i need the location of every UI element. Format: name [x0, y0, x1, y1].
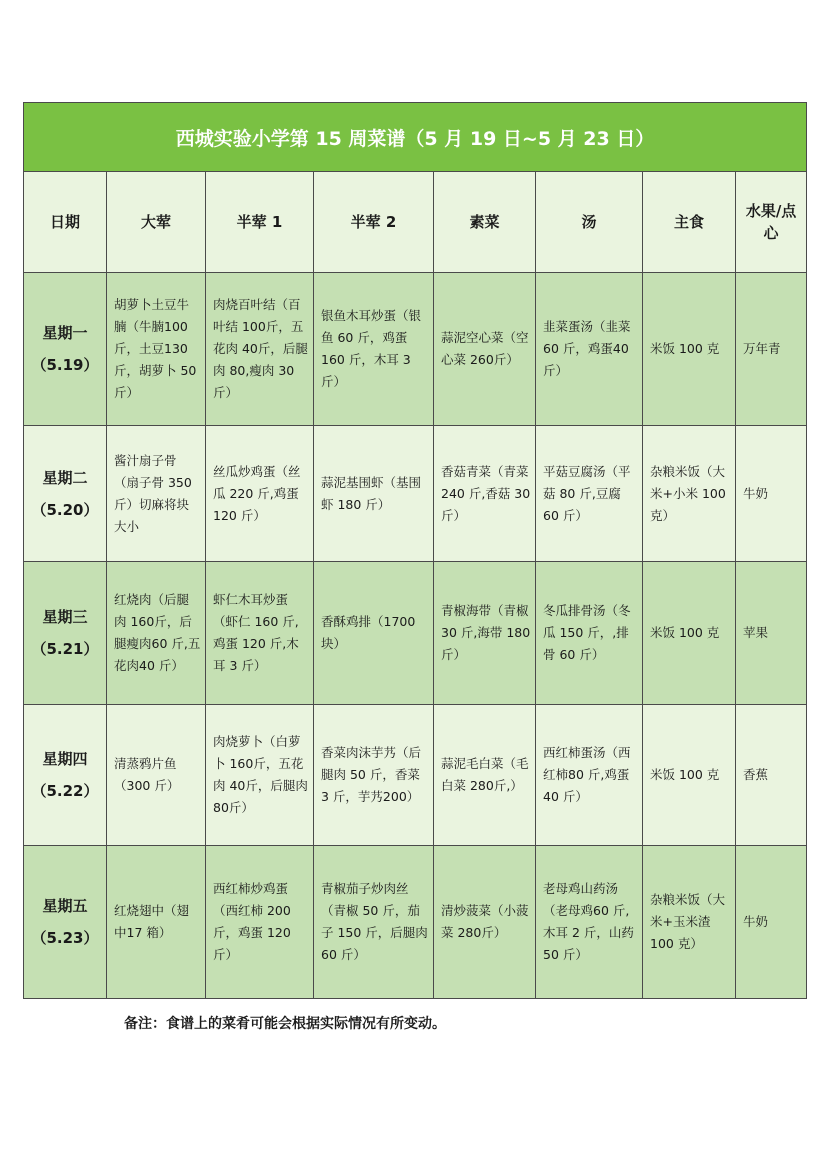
soup-cell: 平菇豆腐汤（平菇 80 斤,豆腐 60 斤） — [536, 426, 643, 562]
header-row — [24, 172, 807, 273]
staple-cell: 米饭 100 克 — [643, 562, 736, 705]
header-main-meat: 大荤 — [107, 172, 206, 273]
table-row — [24, 846, 807, 999]
staple-cell: 杂粮米饭（大米+玉米渣 100 克） — [643, 846, 736, 999]
half-meat-1-cell: 肉烧百叶结（百叶结 100斤，五花肉 40斤，后腿肉 80,瘦肉 30 斤） — [206, 273, 314, 426]
main-meat-cell: 胡萝卜土豆牛腩（牛腩100 斤，土豆130 斤，胡萝卜 50 斤） — [107, 273, 206, 426]
header-soup: 汤 — [536, 172, 643, 273]
vegetable-cell: 蒜泥空心菜（空心菜 260斤） — [434, 273, 536, 426]
half-meat-2-cell: 香菜肉沫芋艿（后腿肉 50 斤，香菜 3 斤，芋艿200） — [314, 705, 434, 846]
fruit-cell: 牛奶 — [736, 846, 807, 999]
table-row — [24, 273, 807, 426]
menu-table — [23, 102, 807, 999]
vegetable-cell: 香菇青菜（青菜 240 斤,香菇 30 斤） — [434, 426, 536, 562]
main-meat-cell: 酱汁扇子骨（扇子骨 350斤）切麻将块大小 — [107, 426, 206, 562]
soup-cell: 韭菜蛋汤（韭菜 60 斤，鸡蛋40 斤） — [536, 273, 643, 426]
date-label: （5.21） — [31, 640, 99, 658]
fruit-cell: 香蕉 — [736, 705, 807, 846]
vegetable-cell: 清炒菠菜（小菠菜 280斤） — [434, 846, 536, 999]
day-label: 星期五 — [42, 897, 88, 915]
main-meat-cell: 清蒸鸦片鱼（300 斤） — [107, 705, 206, 846]
half-meat-2-cell: 蒜泥基围虾（基围虾 180 斤） — [314, 426, 434, 562]
header-date: 日期 — [24, 172, 107, 273]
header-half-meat-2: 半荤 2 — [314, 172, 434, 273]
date-label: （5.20） — [31, 500, 99, 519]
header-fruit: 水果/点心 — [736, 172, 807, 273]
header-vegetable: 素菜 — [434, 172, 536, 273]
half-meat-2-cell: 青椒茄子炒肉丝（青椒 50 斤，茄子 150 斤，后腿肉 60 斤） — [314, 846, 434, 999]
soup-cell: 冬瓜排骨汤（冬瓜 150 斤，,排骨 60 斤） — [536, 562, 643, 705]
footnote: 备注：食谱上的菜肴可能会根据实际情况有所变动。 — [124, 1016, 446, 1032]
date-label: （5.23） — [31, 929, 99, 947]
soup-cell: 西红柿蛋汤（西红柿80 斤,鸡蛋 40 斤） — [536, 705, 643, 846]
menu-title: 西城实验小学第 15 周菜谱（5 月 19 日~5 月 23 日） — [24, 103, 807, 172]
staple-cell: 米饭 100 克 — [643, 705, 736, 846]
header-staple: 主食 — [643, 172, 736, 273]
half-meat-2-cell: 银鱼木耳炒蛋（银鱼 60 斤，鸡蛋 160 斤，木耳 3斤） — [314, 273, 434, 426]
half-meat-1-cell: 西红柿炒鸡蛋（西红柿 200斤，鸡蛋 120斤） — [206, 846, 314, 999]
half-meat-1-cell: 丝瓜炒鸡蛋（丝瓜 220 斤,鸡蛋 120 斤） — [206, 426, 314, 562]
date-label: （5.22） — [31, 782, 99, 800]
main-meat-cell: 红烧翅中（翅中17 箱） — [107, 846, 206, 999]
fruit-cell: 万年青 — [736, 273, 807, 426]
soup-cell: 老母鸡山药汤（老母鸡60 斤,木耳 2 斤，山药 50 斤） — [536, 846, 643, 999]
header-half-meat-1: 半荤 1 — [206, 172, 314, 273]
day-cell — [24, 705, 107, 846]
day-cell — [24, 562, 107, 705]
day-label: 星期四 — [42, 750, 88, 768]
vegetable-cell: 青椒海带（青椒 30 斤,海带 180 斤） — [434, 562, 536, 705]
day-cell — [24, 426, 107, 562]
staple-cell: 米饭 100 克 — [643, 273, 736, 426]
day-label: 星期一 — [42, 324, 88, 342]
fruit-cell: 牛奶 — [736, 426, 807, 562]
day-cell — [24, 846, 107, 999]
half-meat-2-cell: 香酥鸡排（1700块） — [314, 562, 434, 705]
table-row — [24, 426, 807, 562]
table-row — [24, 562, 807, 705]
fruit-cell: 苹果 — [736, 562, 807, 705]
date-label: （5.19） — [31, 356, 99, 374]
vegetable-cell: 蒜泥毛白菜（毛白菜 280斤,） — [434, 705, 536, 846]
table-row — [24, 705, 807, 846]
day-label: 星期三 — [42, 608, 88, 626]
staple-cell: 杂粮米饭（大米+小米 100 克） — [643, 426, 736, 562]
main-meat-cell: 红烧肉（后腿肉 160斤，后腿瘦肉60 斤,五花肉40 斤） — [107, 562, 206, 705]
half-meat-1-cell: 肉烧萝卜（白萝卜 160斤，五花肉 40斤，后腿肉 80斤） — [206, 705, 314, 846]
day-label: 星期二 — [42, 468, 88, 487]
day-cell — [24, 273, 107, 426]
half-meat-1-cell: 虾仁木耳炒蛋（虾仁 160 斤,鸡蛋 120 斤,木耳 3 斤） — [206, 562, 314, 705]
